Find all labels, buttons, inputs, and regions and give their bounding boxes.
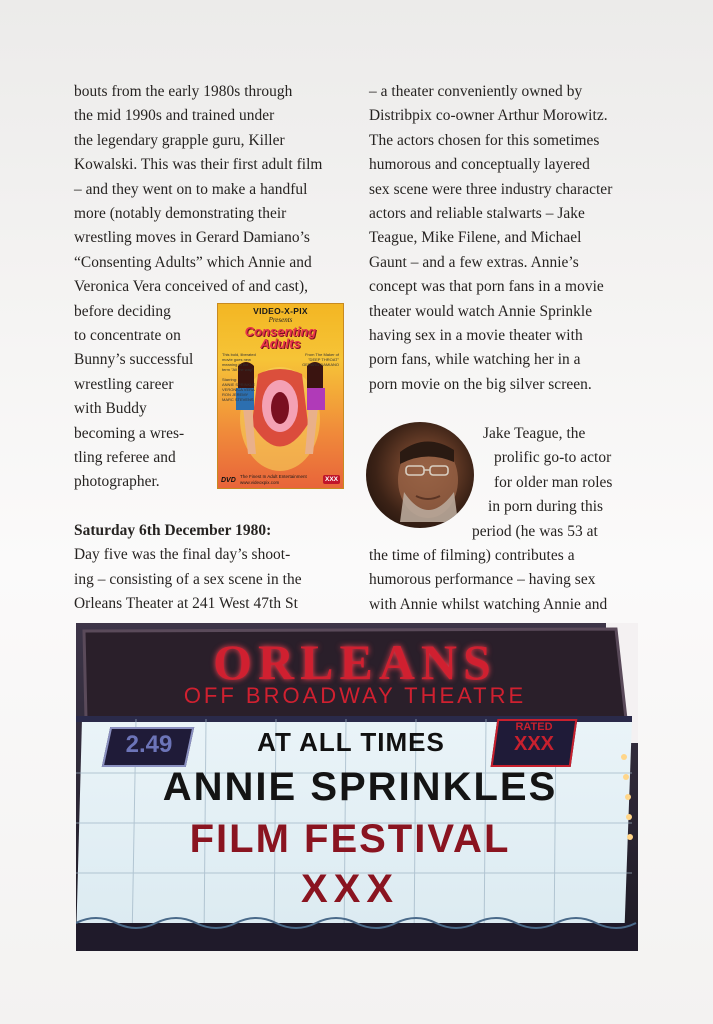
section-heading: Saturday 6th December 1980: bbox=[74, 522, 272, 539]
text-line: actors and reliable stalwarts – Jake bbox=[369, 205, 585, 222]
text-line: Gaunt – and a few extras. Annie’s bbox=[369, 253, 579, 271]
text-line: with Buddy bbox=[74, 400, 147, 418]
text-line: to concentrate on bbox=[74, 327, 181, 344]
text-line: photographer. bbox=[74, 473, 160, 491]
dvd-title-line2: Adults bbox=[260, 336, 301, 351]
text-line: for older man roles bbox=[494, 473, 613, 491]
text-line: before deciding bbox=[74, 302, 171, 320]
marquee-line-1: ANNIE SPRINKLES bbox=[162, 765, 558, 809]
text-line: Day five was the final day’s shoot- bbox=[74, 546, 291, 564]
portrait-face bbox=[366, 422, 474, 528]
text-line: humorous performance – having sex bbox=[369, 571, 596, 589]
text-line: Distribpix co-owner Arthur Morowitz. bbox=[369, 107, 608, 125]
text-line: porn fans, while watching her in a bbox=[369, 351, 581, 369]
dvd-logo: DVD bbox=[221, 477, 236, 484]
dvd-blurb: This bold, liberated movie goes new meaning to the term "All the way". Starring: ANNIE SPRINKLE VERONICA VERA RON JEREMY MARC STEVENS bbox=[222, 352, 256, 402]
text-line: Kowalski. This was their first adult film bbox=[74, 156, 323, 174]
marquee-line-2: FILM FESTIVAL bbox=[189, 817, 511, 861]
text-line: the mid 1990s and trained under bbox=[74, 107, 275, 125]
dvd-title-line1: Consenting bbox=[244, 324, 317, 339]
text-line: becoming a wres- bbox=[74, 424, 185, 442]
text-line: prolific go-to actor bbox=[494, 449, 612, 467]
text-line: wrestling career bbox=[74, 375, 174, 393]
marquee-theatre-name: ORLEANS bbox=[213, 634, 497, 690]
text-line: bouts from the early 1980s through bbox=[74, 83, 293, 100]
text-line: “Consenting Adults” which Annie and bbox=[74, 253, 312, 271]
text-line: Bunny’s successful bbox=[74, 351, 194, 369]
text-line: with Annie whilst watching Annie and bbox=[369, 595, 608, 613]
marquee-rated-xxx: XXX bbox=[513, 733, 555, 755]
text-line: – and they went on to make a handful bbox=[74, 180, 308, 198]
dvd-brand: VIDEO-X-PIX bbox=[253, 306, 308, 316]
marquee-times: AT ALL TIMES bbox=[257, 727, 445, 757]
dvd-cover-image bbox=[218, 304, 343, 488]
portrait-photo bbox=[366, 422, 474, 528]
dvd-maker-credit: From The Maker of "DEEP THROAT" GERARD DAMIANO bbox=[302, 352, 339, 367]
dvd-footer: The Finest In Adult Entertainment www.videoxpix.com bbox=[240, 474, 307, 485]
text-line: the legendary grapple guru, Killer bbox=[74, 131, 285, 149]
dvd-presents: Presents bbox=[268, 316, 293, 324]
text-line: having sex in a movie theater with bbox=[369, 327, 583, 344]
marquee-line-3: XXX bbox=[300, 867, 400, 911]
text-line: Jake Teague, the bbox=[483, 425, 586, 442]
text-line: humorous and conceptually layered bbox=[369, 156, 590, 174]
text-line: more (notably demonstrating their bbox=[74, 205, 287, 222]
text-line: – a theater conveniently owned by bbox=[369, 83, 583, 100]
text-line: Teague, Mike Filene, and Michael bbox=[369, 229, 582, 247]
text-line: theater would watch Annie Sprinkle bbox=[369, 302, 593, 320]
text-line: ing – consisting of a sex scene in the bbox=[74, 570, 302, 588]
marquee-price: 2.49 bbox=[125, 731, 173, 758]
text-line: wrestling moves in Gerard Damiano’s bbox=[74, 229, 310, 247]
marquee-theatre-sub: OFF BROADWAY THEATRE bbox=[183, 683, 527, 708]
text-line: porn movie on the big silver screen. bbox=[369, 375, 592, 393]
text-line: sex scene were three industry character bbox=[369, 180, 613, 198]
text-line: Veronica Vera conceived of and cast), bbox=[74, 278, 309, 296]
text-line: The actors chosen for this sometimes bbox=[369, 131, 600, 149]
text-line: the time of filming) contributes a bbox=[369, 547, 575, 564]
text-line: in porn during this bbox=[488, 498, 604, 516]
text-line: period (he was 53 at bbox=[472, 522, 598, 540]
text-line: concept was that porn fans in a movie bbox=[369, 278, 604, 296]
dvd-rating-badge: XXX bbox=[324, 476, 338, 483]
text-line: Orleans Theater at 241 West 47th St bbox=[74, 595, 298, 613]
marquee-photo bbox=[76, 623, 638, 951]
text-line: tling referee and bbox=[74, 449, 176, 466]
marquee-rated-text: RATED bbox=[515, 721, 553, 733]
